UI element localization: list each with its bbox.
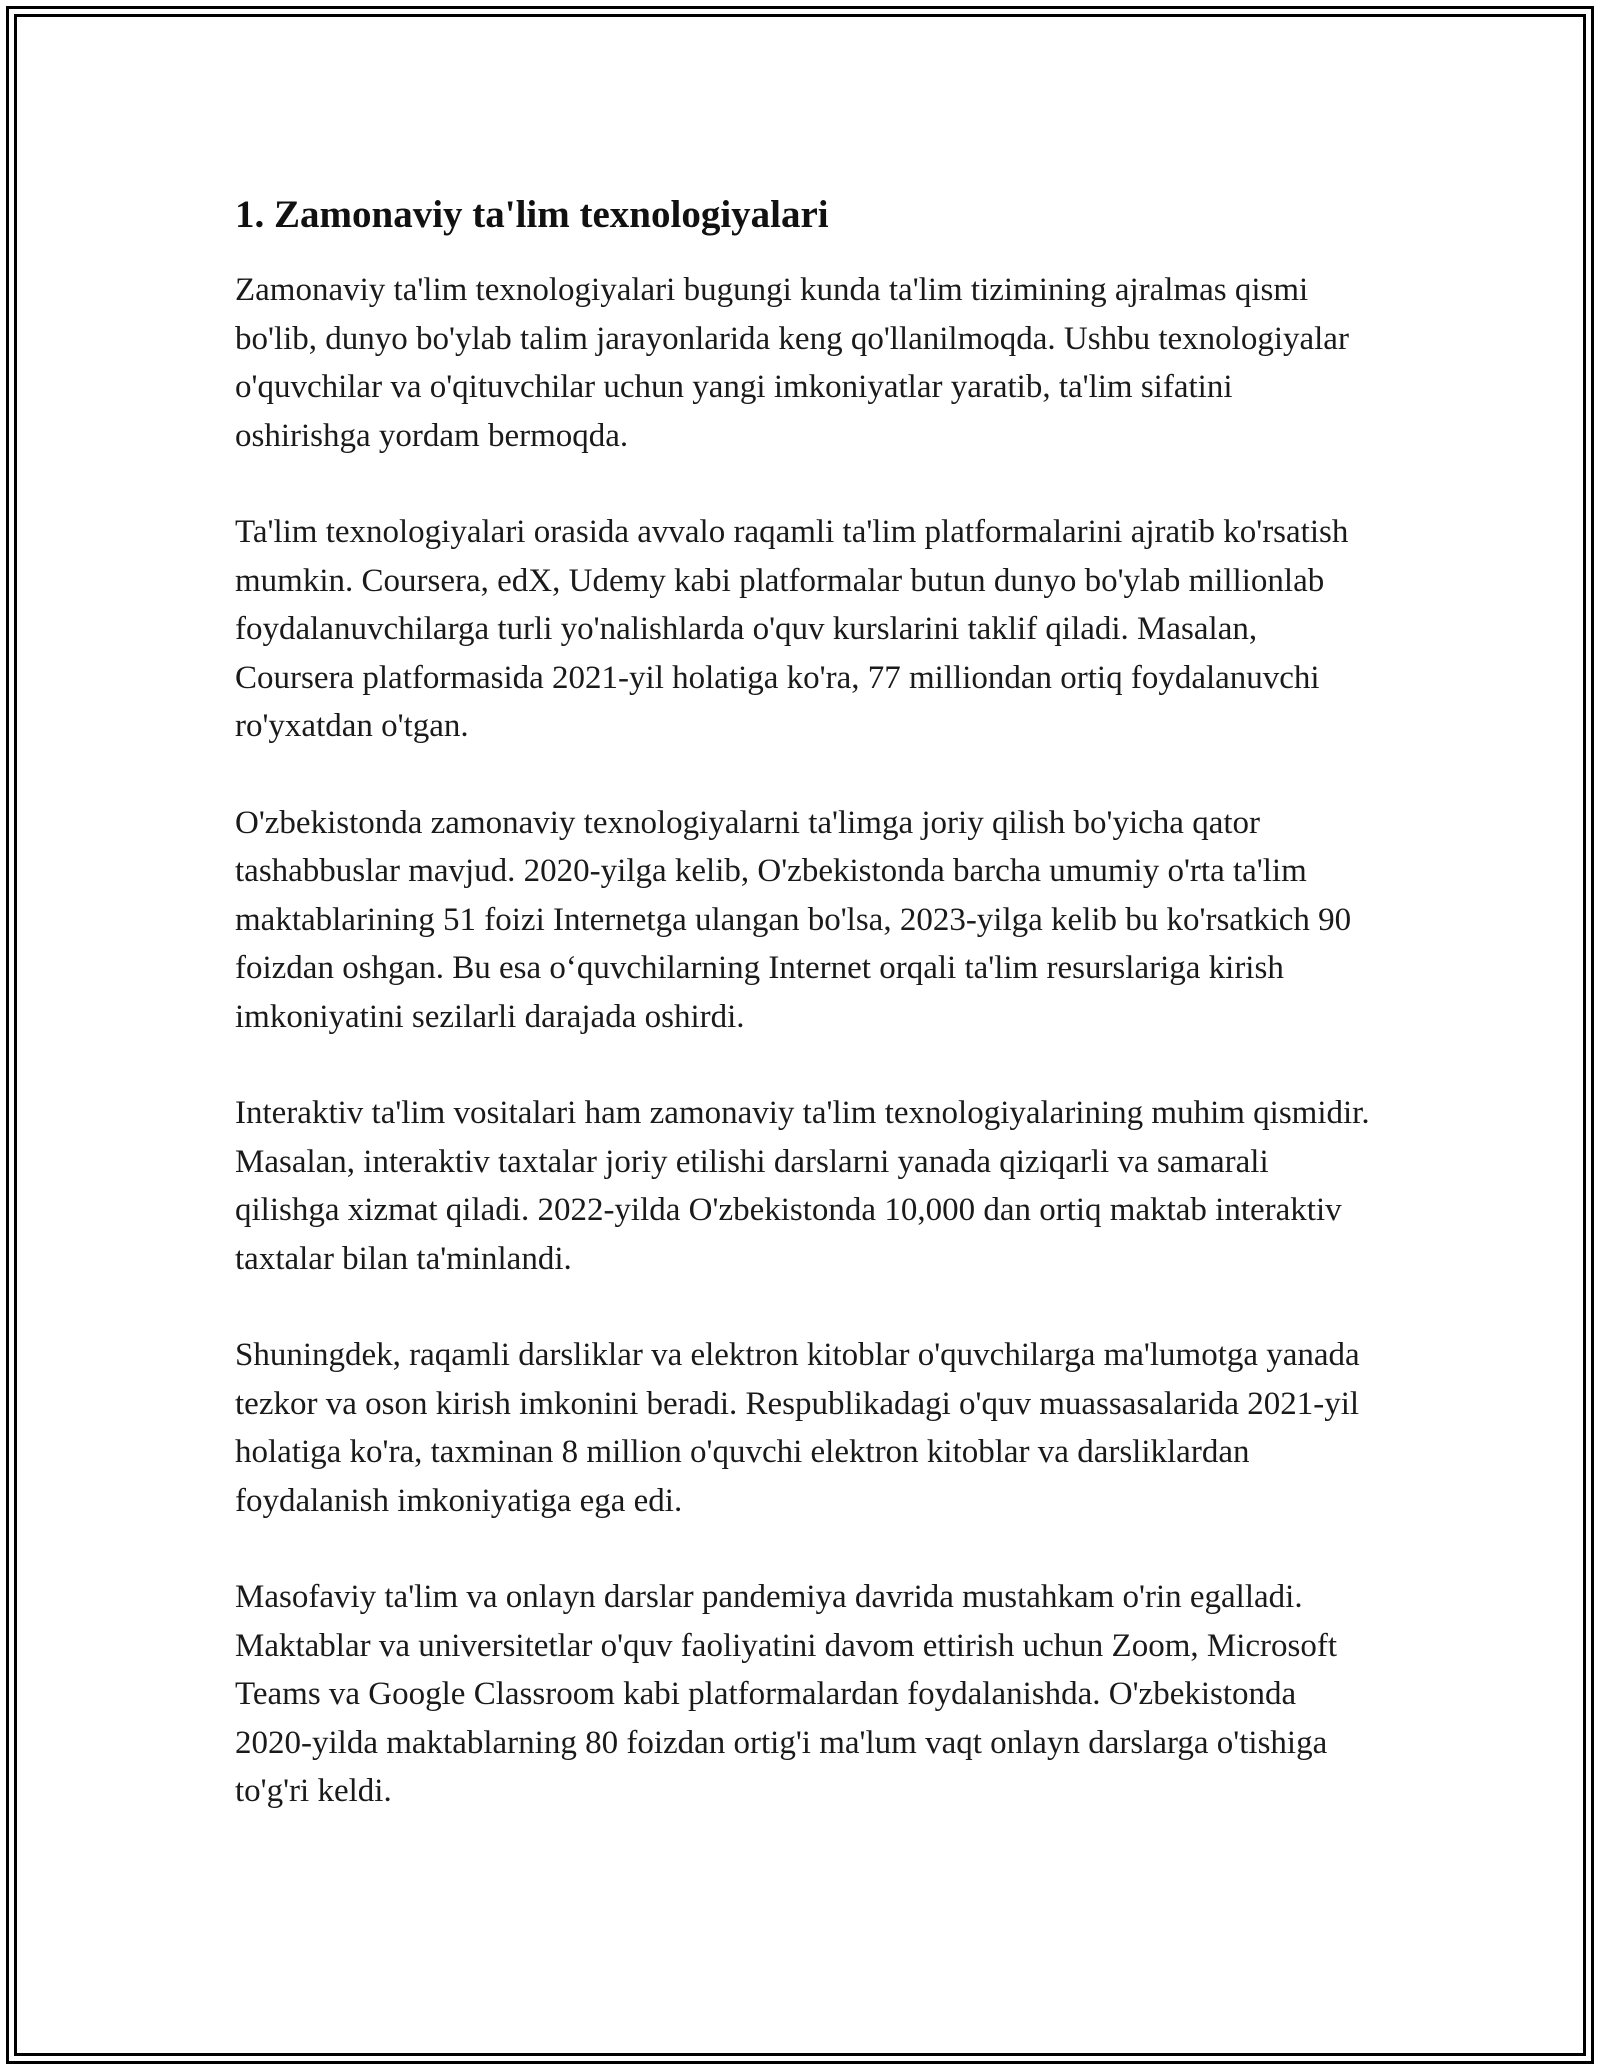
paragraph-intro: Zamonaviy ta'lim texnologiyalari bugungi kunda ta'lim tizimining ajralmas qismi bo'lib, dunyo bo'ylab talim jarayonlarida keng qo'llanilmoqda. Ushbu texnologiyalar o'quvchilar va o'qituvchilar uchun yangi imkoniyatlar yaratib, ta'lim sifatini oshirishga yordam bermoqda.: [235, 272, 1349, 454]
paragraph-platforms: Ta'lim texnologiyalari orasida avvalo raqamli ta'lim platformalarini ajratib ko'rsatish mumkin. Coursera, edX, Udemy kabi platformalar butun dunyo bo'ylab millionlab foydalanuvchilarga turli yo'nalishlarda o'quv kurslarini taklif qiladi. Masalan, Coursera platformasida 2021-yil holatiga ko'ra, 77 milliondan ortiq foydalanuvchi ro'yxatdan o'tgan.: [235, 514, 1349, 744]
paragraph-distance-learning: Masofaviy ta'lim va onlayn darslar pandemiya davrida mustahkam o'rin egalladi. Maktablar va universitetlar o'quv faoliyatini davom ettirish uchun Zoom, Microsoft Teams va Google Classroom kabi platformalardan foydalanishda. O'zbekistonda 2020-yilda maktablarning 80 foizdan ortig'i ma'lum vaqt onlayn darslarga o'tishiga to'g'ri keldi.: [235, 1579, 1338, 1809]
paragraph-digital-textbooks: Shuningdek, raqamli darsliklar va elektron kitoblar o'quvchilarga ma'lumotga yanada tezkor va oson kirish imkonini beradi. Respublikadagi o'quv muassasalarida 2021-yil holatiga ko'ra, taxminan 8 million o'quvchi elektron kitoblar va darsliklardan foydalanish imkoniyatiga ega edi.: [235, 1337, 1360, 1519]
paragraph-uzbekistan-internet: O'zbekistonda zamonaviy texnologiyalarni ta'limga joriy qilish bo'yicha qator tashabbuslar mavjud. 2020-yilga kelib, O'zbekistonda barcha umumiy o'rta ta'lim maktablarining 51 foizi Internetga ulangan bo'lsa, 2023-yilga kelib bu ko'rsatkich 90 foizdan oshgan. Bu esa o‘quvchilarning Internet orqali ta'lim resurslariga kirish imkoniyatini sezilarli darajada oshirdi.: [235, 804, 1352, 1035]
section-heading: 1. Zamonaviy ta'lim texnologiyalari: [235, 193, 829, 236]
paragraph-interactive-tools: Interaktiv ta'lim vositalari ham zamonaviy ta'lim texnologiyalarining muhim qismidir. Masalan, interaktiv taxtalar joriy etilishi darslarni yanada qiziqarli va samarali qilishga xizmat qiladi. 2022-yilda O'zbekistonda 10,000 dan ortiq maktab interaktiv taxtalar bilan ta'minlandi.: [235, 1095, 1370, 1277]
document-body: [235, 190, 1370, 1864]
